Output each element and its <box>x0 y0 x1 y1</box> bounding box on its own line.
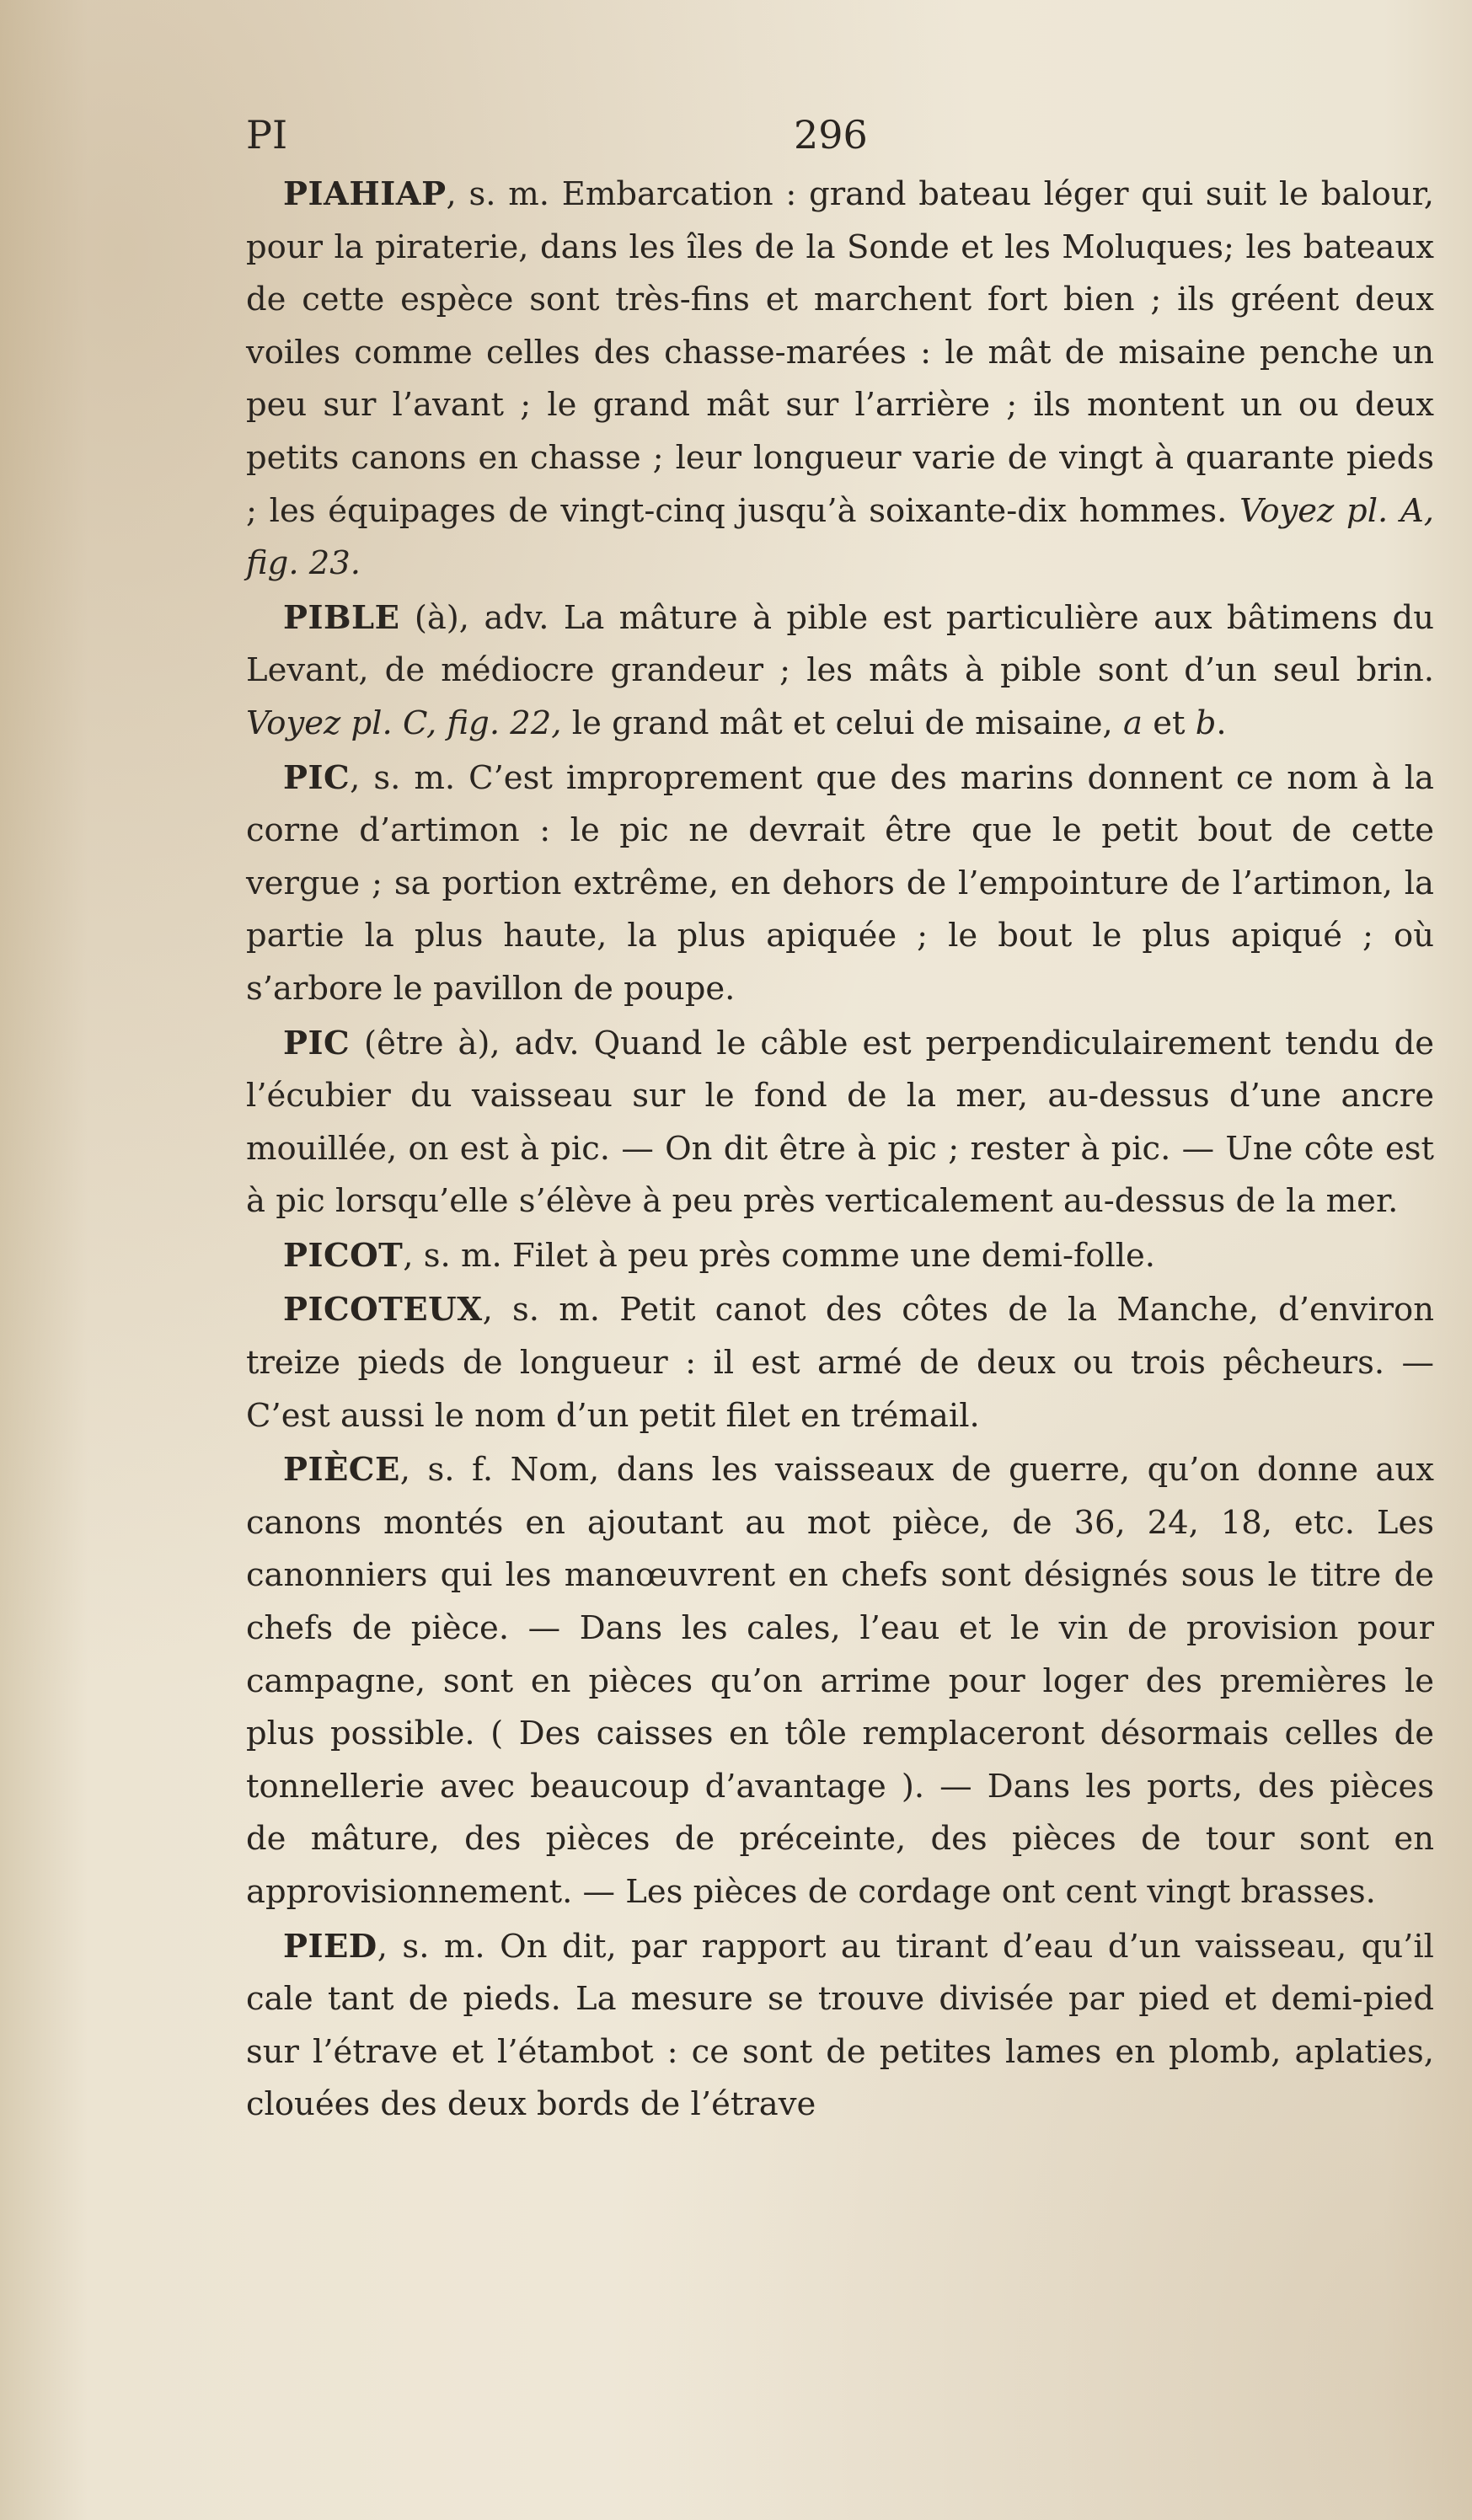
headword: PIC <box>283 758 351 797</box>
entry-picoteux <box>246 1284 1434 1442</box>
headword: PICOT <box>283 1236 404 1275</box>
plate-reference: Voyez pl. C, fig. 22, <box>246 704 562 742</box>
entry-text: (être à), adv. Quand le câble est perpendiculairement tendu de l’écubier du vaisseau sur le fond de la mer, au-dessus d’une ancre mouillée, on est à pic. — On dit être à pic ; rester à pic. — Une côte est à pic lorsqu’elle s’élève à peu près verticalement au-dessus de la mer. <box>246 1024 1434 1221</box>
headword: PIAHIAP <box>283 175 447 213</box>
headword: PIED <box>283 1927 377 1966</box>
text-block <box>246 101 1434 2132</box>
figure-letter: a <box>1123 704 1143 742</box>
entry-pic <box>246 752 1434 1016</box>
headword: PIC <box>283 1024 351 1062</box>
entry-pible <box>246 592 1434 751</box>
plate-reference: Voyez pl. A, fig. 23. <box>246 491 1434 583</box>
entry-piahiap <box>246 169 1434 591</box>
entry-piece <box>246 1444 1434 1918</box>
entry-picot <box>246 1230 1434 1283</box>
running-head-letters: PI <box>246 112 288 158</box>
headword: PIÈCE <box>283 1451 400 1490</box>
running-head <box>246 101 1434 169</box>
figure-letter: b <box>1195 704 1217 742</box>
headword: PIBLE <box>283 598 400 637</box>
entry-text: , s. m. Embarcation : grand bateau léger qui suit le balour, pour la piraterie, dans les îles de la Sonde et les Moluques; les bateaux de cette espèce sont très-fins et marchent fort bien ; ils gréent deux voiles comme celles des chasse-marées : le mât de misaine penche un peu sur l’avant ; le grand mât sur l’arrière ; ils montent un ou deux petits canons en chasse ; leur longueur varie de vingt à quarante pieds ; les équipages de vingt-cinq jusqu’à soixante-dix hommes. <box>246 175 1434 530</box>
entry-text: (à), adv. La mâture à pible est particulière aux bâtimens du Levant, de médiocre grandeur ; les mâts à pible sont d’un seul brin. <box>246 598 1434 690</box>
entry-tail: le grand mât et celui de misaine, <box>561 704 1124 742</box>
entry-text: , s. m. Filet à peu près comme une demi-folle. <box>403 1236 1156 1275</box>
entry-text: , s. m. On dit, par rapport au tirant d’eau d’un vaisseau, qu’il cale tant de pieds. La mesure se trouve divisée par pied et demi-pied sur l’étrave et l’étambot : ce sont de petites lames en plomb, aplaties, clouées des deux bords de l’étrave <box>246 1927 1434 2124</box>
entry-text: , s. m. C’est improprement que des marins donnent ce nom à la corne d’artimon : le pic ne devrait être que le petit bout de cette vergue ; sa portion extrême, en dehors de l’empointure de l’artimon, la partie la plus haute, la plus apiquée ; le bout le plus apiqué ; où s’arbore le pavillon de poupe. <box>246 758 1434 1008</box>
entry-text: , s. f. Nom, dans les vaisseaux de guerre, qu’on donne aux canons montés en ajoutant au mot pièce, de 36, 24, 18, etc. Les canonniers qui les manœuvrent en chefs sont désignés sous le titre de chefs de pièce. — Dans les cales, l’eau et le vin de provision pour campagne, sont en pièces qu’on arrime pour loger des premières le plus possible. ( Des caisses en tôle remplaceront désormais celles de tonnellerie avec beaucoup d’avantage ). — Dans les ports, des pièces de mâture, des pièces de préceinte, des pièces de tour sont en approvisionnement. — Les pièces de cordage ont cent vingt brasses. <box>246 1451 1434 1911</box>
entry-tail-end: . <box>1216 704 1227 742</box>
entry-pic-etre-a <box>246 1018 1434 1228</box>
page-number: 296 <box>794 112 868 158</box>
headword: PICOTEUX <box>283 1291 483 1330</box>
entry-pied <box>246 1921 1434 2132</box>
entry-text: , s. m. Petit canot des côtes de la Manche, d’environ treize pieds de longueur : il est armé de deux ou trois pêcheurs. — C’est aussi le nom d’un petit filet en trémail. <box>246 1291 1434 1435</box>
entry-tail-mid: et <box>1143 704 1196 742</box>
